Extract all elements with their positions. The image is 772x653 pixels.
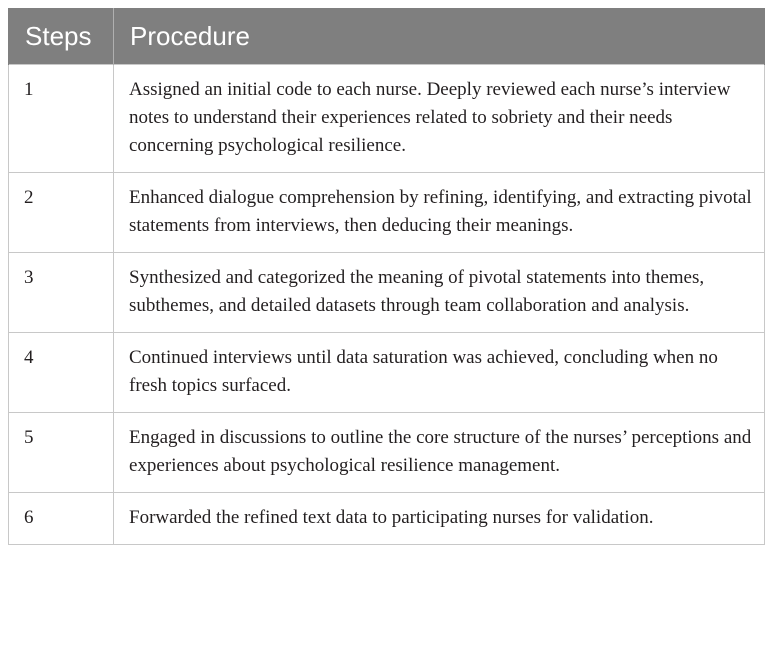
procedure-column-header: Procedure [114, 8, 765, 65]
procedure-text-cell: Continued interviews until data saturation was achieved, concluding when no fresh topics surfaced. [114, 333, 765, 413]
procedure-text-cell: Assigned an initial code to each nurse. Deeply reviewed each nurse’s interview notes to understand their experiences related to sobriety and their needs concerning psychological resilience. [114, 65, 765, 173]
table-row [9, 493, 765, 545]
table-row [9, 333, 765, 413]
step-number-cell: 2 [9, 173, 114, 253]
table-row [9, 173, 765, 253]
procedure-text-cell: Enhanced dialogue comprehension by refining, identifying, and extracting pivotal statements from interviews, then deducing their meanings. [114, 173, 765, 253]
table-row [9, 65, 765, 173]
step-number-cell: 4 [9, 333, 114, 413]
table-body [9, 65, 765, 545]
procedure-text-cell: Forwarded the refined text data to participating nurses for validation. [114, 493, 765, 545]
step-number-cell: 3 [9, 253, 114, 333]
step-number-cell: 1 [9, 65, 114, 173]
table-header [9, 8, 765, 65]
procedure-text-cell: Engaged in discussions to outline the core structure of the nurses’ perceptions and experiences about psychological resilience management. [114, 413, 765, 493]
procedure-table-container [8, 8, 764, 545]
step-number-cell: 6 [9, 493, 114, 545]
header-row [9, 8, 765, 65]
table-row [9, 253, 765, 333]
step-number-cell: 5 [9, 413, 114, 493]
procedure-text-cell: Synthesized and categorized the meaning of pivotal statements into themes, subthemes, and detailed datasets through team collaboration and analysis. [114, 253, 765, 333]
procedure-table [8, 8, 765, 545]
steps-column-header: Steps [9, 8, 114, 65]
table-row [9, 413, 765, 493]
